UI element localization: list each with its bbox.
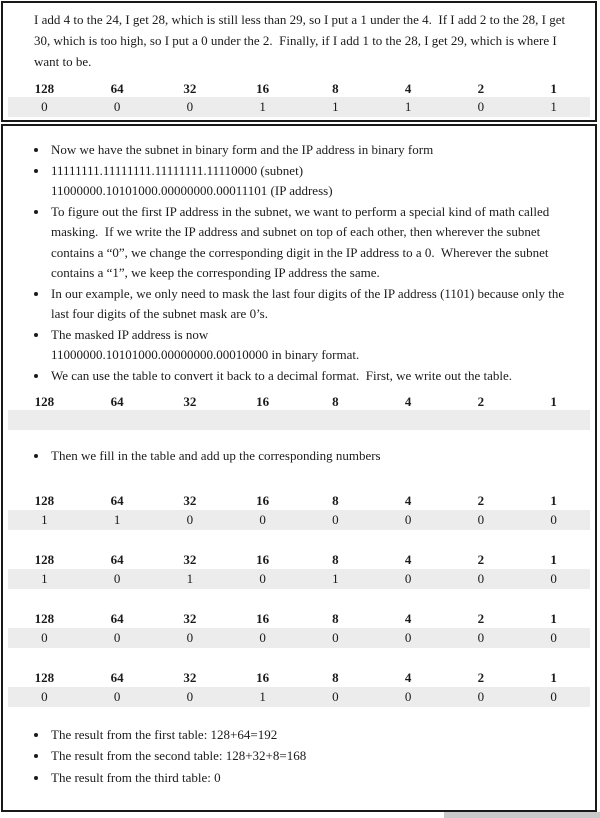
bit-value-cell: 0	[477, 511, 485, 527]
bit-header-cell: 128	[34, 552, 55, 567]
bit-header-cell: 128	[34, 611, 55, 626]
masked-ip-binary-line: 11000000.10101000.00000000.00010000 in binary format.	[51, 347, 360, 362]
bit-value-cell: 0	[259, 511, 266, 527]
bit-header-cell: 2	[477, 552, 485, 567]
bit-value-cell: 0	[113, 570, 121, 586]
bit-header-row	[8, 393, 590, 410]
bit-header-cell: 4	[404, 80, 412, 96]
masked-ip-intro-line: • The masked IP address is now	[51, 326, 209, 342]
bullet-list-results	[31, 724, 577, 789]
bullet-item-masked-ip	[49, 325, 577, 366]
bit-header-cell: 64	[110, 611, 124, 626]
bit-header-cell: 16	[256, 393, 270, 409]
bit-value-cell: 0	[404, 511, 412, 527]
binary-table-first	[8, 493, 590, 530]
bit-value-cell: 1	[186, 570, 194, 586]
bit-header-cell: 1	[550, 670, 557, 685]
bit-header-cell: 4	[404, 611, 412, 626]
bit-header-cell: 8	[332, 493, 339, 508]
result-second-table: • The result from the second table: 128+32+8=168	[49, 745, 577, 767]
page-shadow	[444, 812, 600, 818]
bit-header-row	[8, 80, 590, 97]
bit-value-cell: 1	[332, 570, 339, 586]
bit-value-cell: 0	[186, 99, 194, 114]
bit-header-cell: 8	[332, 80, 339, 96]
bullet-list-main	[31, 140, 577, 386]
bit-value-row	[8, 628, 590, 648]
bit-header-row	[8, 493, 590, 510]
bit-value-cell: 1	[404, 99, 412, 114]
bit-header-cell: 128	[34, 493, 55, 508]
bit-header-cell: 8	[332, 393, 339, 409]
bit-header-cell: 64	[110, 393, 124, 409]
bit-header-row	[8, 552, 590, 569]
bit-header-cell: 1	[550, 80, 557, 96]
bit-value-row	[8, 687, 590, 707]
bit-value-row	[8, 97, 590, 117]
bit-value-cell: 0	[550, 511, 557, 527]
result-first-table: • The result from the first table: 128+64=192	[49, 724, 577, 746]
bit-header-cell: 1	[550, 611, 557, 626]
bullet-list-fill	[31, 446, 577, 467]
bit-header-cell: 2	[477, 80, 485, 96]
bit-header-row	[8, 670, 590, 687]
bit-value-cell: 0	[404, 629, 412, 645]
binary-table-intro	[8, 80, 590, 117]
bit-header-cell: 4	[404, 493, 412, 508]
bit-header-cell: 32	[183, 552, 197, 567]
subnet-binary-line: • 11111111.11111111.11111111.11110000 (subnet)	[51, 162, 304, 178]
bit-value-cell: 0	[186, 511, 194, 527]
bit-header-cell: 1	[550, 552, 557, 567]
bit-value-cell: 0	[41, 629, 48, 645]
bit-value-row	[8, 510, 590, 530]
bit-value-cell: 0	[332, 511, 339, 527]
bit-header-cell: 64	[110, 670, 124, 685]
bit-header-cell: 32	[183, 393, 197, 409]
bit-value-cell: 0	[477, 99, 485, 114]
bit-value-cell: 0	[477, 629, 485, 645]
bit-header-cell: 8	[332, 552, 339, 567]
bit-value-cell: 0	[113, 688, 121, 704]
bit-header-cell: 2	[477, 393, 485, 409]
bit-header-cell: 32	[183, 611, 197, 626]
bit-header-cell: 1	[550, 493, 557, 508]
bullet-item-fill-table: • Then we fill in the table and add up the corresponding numbers	[49, 446, 577, 467]
bit-header-cell: 64	[110, 552, 124, 567]
bit-header-cell: 8	[332, 670, 339, 685]
intro-paragraph: I add 4 to the 24, I get 28, which is still less than 29, so I put a 1 under the 4. If I add 2 to the 28, I get 30, which is too high, so I put a 0 under the 2. Finally, if I add 1 to the 28, I get 29, which is where I want to be.	[34, 12, 569, 69]
bit-value-cell: 1	[550, 99, 557, 114]
bit-value-row	[8, 569, 590, 589]
bit-header-cell: 2	[477, 670, 485, 685]
bit-value-cell: 0	[477, 570, 485, 586]
bit-header-cell: 64	[110, 80, 124, 96]
result-third-table: • The result from the third table: 0	[49, 767, 577, 789]
bit-header-cell: 8	[332, 611, 339, 626]
bit-value-cell: 0	[332, 688, 339, 704]
bit-header-cell: 2	[477, 493, 485, 508]
bit-value-cell: 0	[41, 99, 48, 114]
bit-value-cell: 0	[477, 688, 485, 704]
bit-header-cell: 16	[256, 670, 270, 685]
binary-table-fourth	[8, 670, 590, 707]
bit-value-cell: 0	[550, 629, 557, 645]
bit-value-cell: 1	[41, 511, 48, 527]
bit-value-cell: 0	[41, 688, 48, 704]
bit-header-cell: 32	[183, 670, 197, 685]
bit-value-cell: 0	[404, 570, 412, 586]
bit-header-cell: 1	[550, 393, 557, 409]
bullet-item-mask-example: • In our example, we only need to mask the last four digits of the IP address (1101) because only the last four digits of the subnet mask are 0’s.	[49, 284, 577, 325]
bit-value-cell: 0	[259, 629, 266, 645]
bullet-item-convert-table: • We can use the table to convert it back to a decimal format. First, we write out the table.	[49, 366, 577, 387]
bit-value-cell: 1	[259, 688, 266, 704]
bullet-item-subnet-ip	[49, 161, 577, 202]
bit-value-cell: 0	[113, 629, 121, 645]
bit-header-cell: 128	[34, 393, 55, 409]
bit-header-cell: 4	[404, 670, 412, 685]
ip-binary-line: 11000000.10101000.00000000.00011101 (IP address)	[51, 183, 333, 198]
bit-header-cell: 32	[183, 493, 197, 508]
bit-header-cell: 128	[34, 80, 55, 96]
bullet-item-masking-explanation: • To figure out the first IP address in the subnet, we want to perform a special kind of math called masking. If we write the IP address and subnet on top of each other, then wherever the subnet contains a “0”, we change the corresponding digit in the IP address to a 0. Wherever the subnet contains a “1”, we keep the corresponding IP address the same.	[49, 202, 577, 284]
bit-value-row-empty	[8, 410, 590, 430]
bit-header-cell: 2	[477, 611, 485, 626]
bit-value-cell: 0	[259, 570, 266, 586]
bit-header-cell: 16	[256, 611, 270, 626]
bit-header-cell: 128	[34, 670, 55, 685]
bit-header-cell: 32	[183, 80, 197, 96]
binary-table-empty	[8, 393, 590, 430]
bit-header-cell: 4	[404, 552, 412, 567]
bit-header-cell: 64	[110, 493, 124, 508]
bit-value-cell: 0	[550, 570, 557, 586]
bit-value-cell: 0	[113, 99, 121, 114]
binary-table-second	[8, 552, 590, 589]
bit-value-cell: 1	[113, 511, 121, 527]
bit-header-cell: 16	[256, 552, 270, 567]
intro-box	[1, 1, 597, 122]
bit-value-cell: 0	[186, 629, 194, 645]
bit-value-cell: 1	[332, 99, 339, 114]
bit-value-cell: 0	[550, 688, 557, 704]
bit-value-cell: 0	[404, 688, 412, 704]
bit-header-cell: 16	[256, 80, 270, 96]
bit-value-cell: 1	[41, 570, 48, 586]
bit-value-cell: 1	[259, 99, 266, 114]
bit-value-cell: 0	[186, 688, 194, 704]
bullet-item-binary-forms: • Now we have the subnet in binary form and the IP address in binary form	[49, 140, 577, 161]
bit-header-cell: 4	[404, 393, 412, 409]
bit-header-row	[8, 611, 590, 628]
content-box	[1, 124, 597, 812]
binary-table-third	[8, 611, 590, 648]
bit-value-cell: 0	[332, 629, 339, 645]
bit-header-cell: 16	[256, 493, 270, 508]
